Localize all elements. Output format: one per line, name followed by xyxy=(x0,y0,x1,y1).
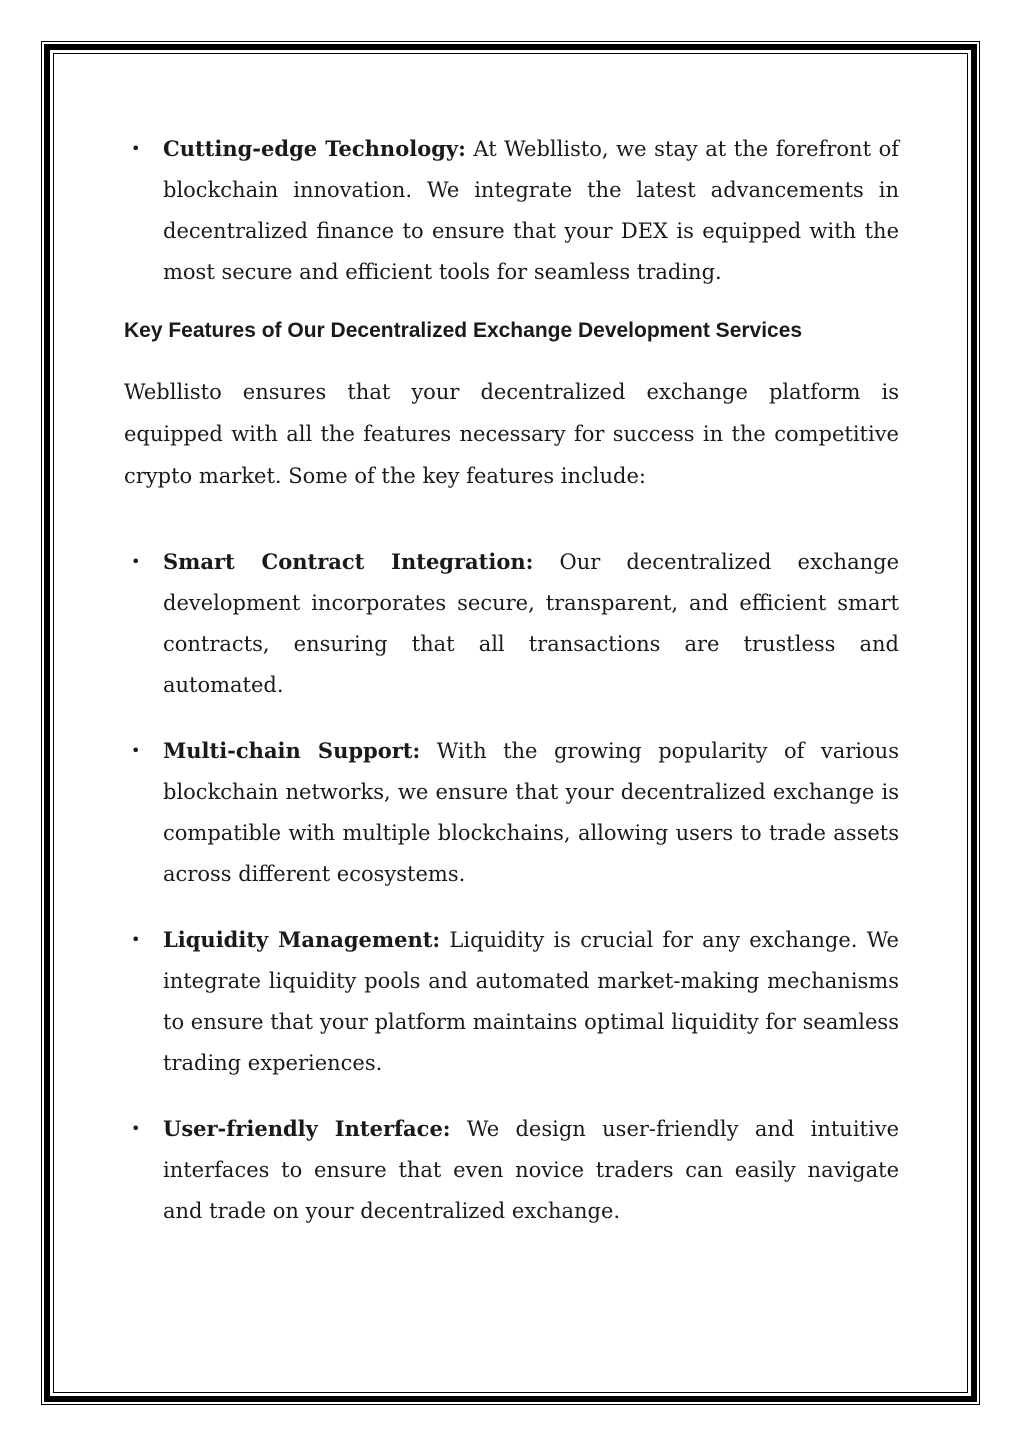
intro-paragraph: Webllisto ensures that your decentralized exchange platform is equipped with all the features necessary for success in the competitive crypto market. Some of the key features include: xyxy=(124,380,899,488)
page-content xyxy=(124,128,899,1256)
intro-bullet-list xyxy=(124,128,899,293)
bullet-icon: • xyxy=(131,552,141,571)
item-text: We design user-friendly and intuitive interfaces to ensure that even novice traders can easily navigate and trade on your decentralized exchange. xyxy=(163,1117,899,1223)
bullet-icon: • xyxy=(131,930,141,949)
item-term: User-friendly Interface: xyxy=(163,1116,451,1141)
bullet-icon: • xyxy=(131,139,141,158)
item-text: With the growing popularity of various blockchain networks, we ensure that your decentralized exchange is compatible with multiple blockchains, allowing users to trade assets across different ecosystems. xyxy=(163,739,899,886)
bullet-icon: • xyxy=(131,1119,141,1138)
list-item-liquidity-management xyxy=(124,919,899,1084)
item-term: Liquidity Management: xyxy=(163,927,441,952)
section-heading: Key Features of Our Decentralized Exchange Development Services xyxy=(124,319,803,342)
item-text: Our decentralized exchange development incorporates secure, transparent, and efficient smart contracts, ensuring that all transactions are trustless and automated. xyxy=(163,550,899,697)
item-term: Cutting-edge Technology: xyxy=(163,136,466,161)
list-item-user-friendly-interface xyxy=(124,1108,899,1232)
item-text: Liquidity is crucial for any exchange. We integrate liquidity pools and automated market-making mechanisms to ensure that your platform maintains optimal liquidity for seamless trading experiences. xyxy=(163,928,899,1075)
item-text: At Webllisto, we stay at the forefront of blockchain innovation. We integrate the latest advancements in decentralized finance to ensure that your DEX is equipped with the most secure and efficient tools for seamless trading. xyxy=(163,137,899,284)
features-bullet-list xyxy=(124,541,899,1232)
list-item-smart-contract-integration xyxy=(124,541,899,706)
item-term: Smart Contract Integration: xyxy=(163,549,534,574)
item-term: Multi-chain Support: xyxy=(163,738,421,763)
bullet-icon: • xyxy=(131,741,141,760)
list-item-multi-chain-support xyxy=(124,730,899,895)
list-item-cutting-edge-technology xyxy=(124,128,899,293)
